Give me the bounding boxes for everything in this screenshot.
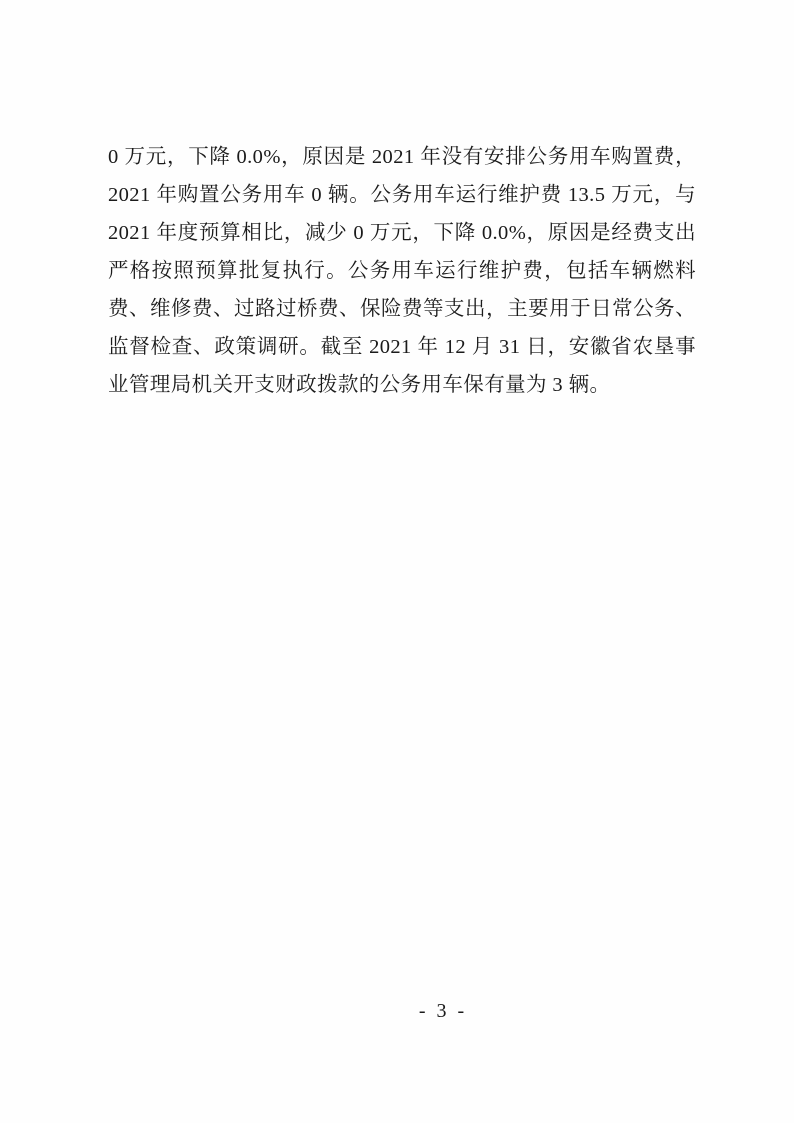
page-number: - 3 - <box>418 1000 468 1022</box>
page-content <box>108 138 696 404</box>
page-footer <box>0 1000 794 1023</box>
body-paragraph: 0 万元，下降 0.0%，原因是 2021 年没有安排公务用车购置费，2021 年购置公务用车 0 辆。公务用车运行维护费 13.5 万元，与 2021 年度预算相比，减少 0 万元，下降 0.0%，原因是经费支出严格按照预算批复执行。公务用车运行维护费，包括车辆燃料费、维修费、过路过桥费、保险费等支出，主要用于日常公务、监督检查、政策调研。截至 2021 年 12 月 31 日，安徽省农垦事业管理局机关开支财政拨款的公务用车保有量为 3 辆。 <box>108 146 696 396</box>
